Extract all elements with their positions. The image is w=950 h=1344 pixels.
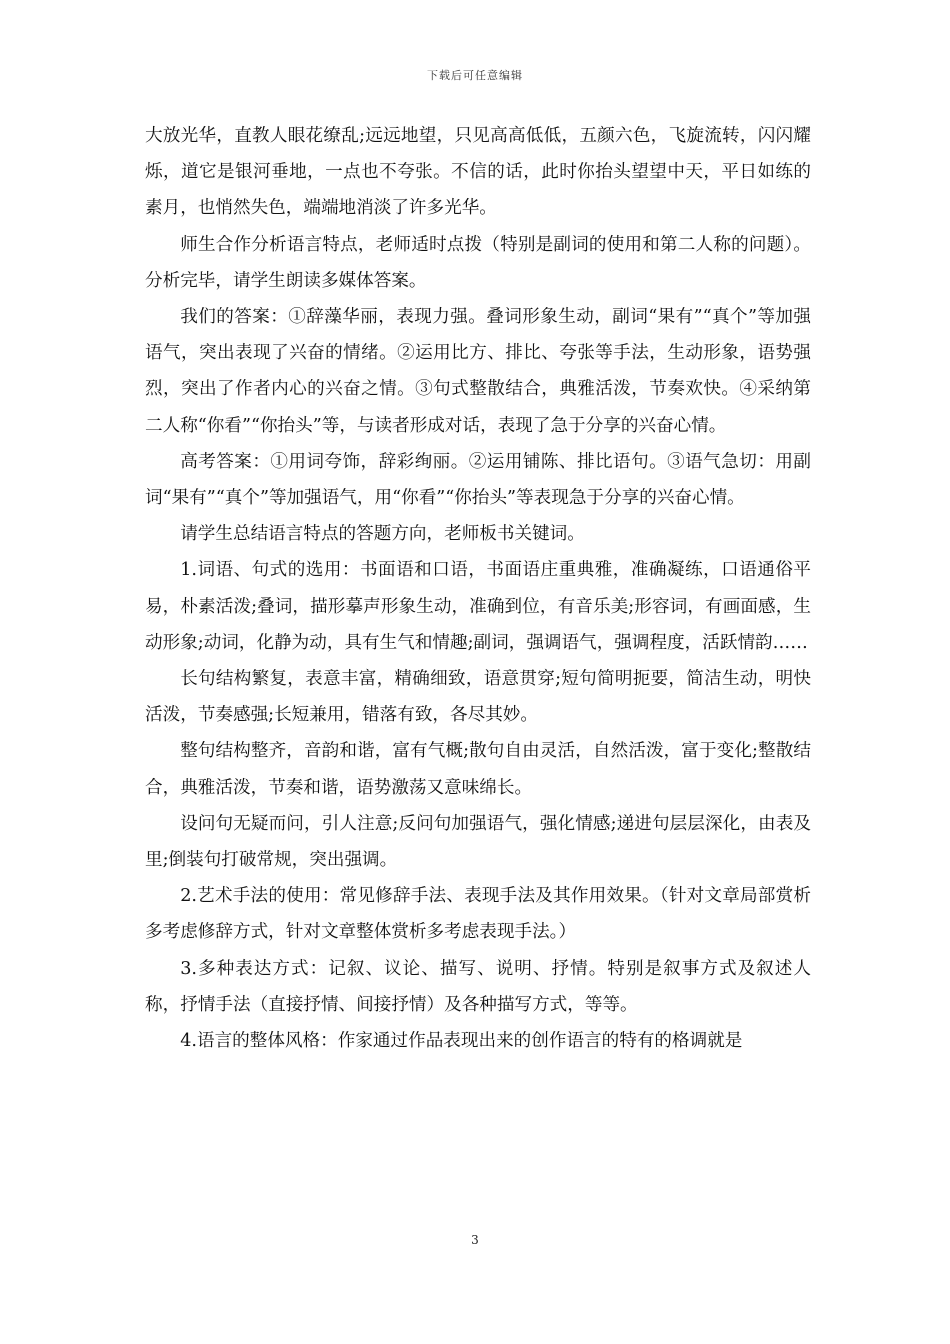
page-header: 下载后可任意编辑 xyxy=(427,69,523,82)
paragraph: 4.语言的整体风格：作家通过作品表现出来的创作语言的特有的格调就是 xyxy=(180,1031,743,1052)
page-number: 3 xyxy=(471,1233,479,1247)
paragraph: 高考答案：①用词夸饰，辞彩绚丽。②运用铺陈、排比语句。③语气急切：用副词“果有”“真个”等加强语气，用“你看”“你抬头”等表现急于分享的兴奋心情。 xyxy=(145,451,811,509)
paragraph: 整句结构整齐，音韵和谐，富有气概;散句自由灵活，自然活泼，富于变化;整散结合，典雅活泼，节奏和谐，语势激荡又意味绵长。 xyxy=(145,741,811,798)
paragraph: 我们的答案：①辞藻华丽，表现力强。叠词形象生动，副词“果有”“真个”等加强语气，突出表现了兴奋的情绪。②运用比方、排比、夸张等手法，生动形象，语势强烈，突出了作者内心的兴奋之情。③句式整散结合，典雅活泼，节奏欢快。④采纳第二人称“你看”“你抬头”等，与读者形成对话，表现了急于分享的兴奋心情。 xyxy=(145,307,811,436)
paragraph: 2.艺术手法的使用：常见修辞手法、表现手法及其作用效果。（针对文章局部赏析多考虑修辞方式，针对文章整体赏析多考虑表现手法。） xyxy=(145,886,811,943)
paragraph: 师生合作分析语言特点，老师适时点拨（特别是副词的使用和第二人称的问题）。分析完毕，请学生朗读多媒体答案。 xyxy=(145,234,811,291)
paragraph: 大放光华，直教人眼花缭乱;远远地望，只见高高低低，五颜六色，飞旋流转，闪闪耀烁，道它是银河垂地，一点也不夸张。不信的话，此时你抬头望望中天，平日如练的素月，也悄然失色，端端地消淡了许多光华。 xyxy=(145,126,811,219)
paragraph: 1.词语、句式的选用：书面语和口语，书面语庄重典雅，准确凝练，口语通俗平易，朴素活泼;叠词，描形摹声形象生动，准确到位，有音乐美;形容词，有画面感，生动形象;动词，化静为动，具有生气和情趣;副词，强调语气，强调程度，活跃情韵…… xyxy=(145,560,811,653)
paragraph: 设问句无疑而问，引人注意;反问句加强语气，强化情感;递进句层层深化，由表及里;倒装句打破常规，突出强调。 xyxy=(145,813,811,871)
document-body xyxy=(145,118,811,1059)
paragraph: 长句结构繁复，表意丰富，精确细致，语意贯穿;短句简明扼要，简洁生动，明快活泼，节奏感强;长短兼用，错落有致，各尽其妙。 xyxy=(145,669,811,726)
paragraph: 请学生总结语言特点的答题方向，老师板书关键词。 xyxy=(180,524,585,545)
paragraph: 3.多种表达方式：记叙、议论、描写、说明、抒情。特别是叙事方式及叙述人称，抒情手法（直接抒情、间接抒情）及各种描写方式，等等。 xyxy=(145,958,811,1015)
